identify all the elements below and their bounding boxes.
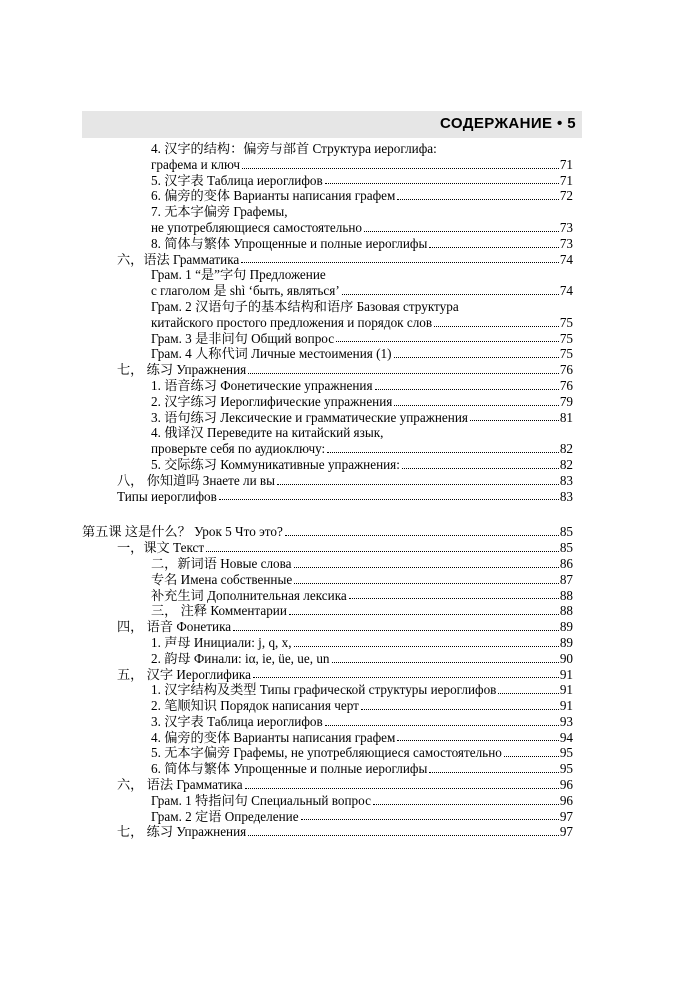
toc-entry[interactable] bbox=[117, 745, 573, 761]
toc-entry[interactable] bbox=[117, 236, 573, 252]
dot-leader bbox=[277, 473, 559, 485]
toc-page-number: 90 bbox=[559, 650, 573, 666]
toc-page-number: 83 bbox=[559, 488, 573, 504]
toc-entry-title: 八， 你知道吗 Знаете ли вы bbox=[117, 472, 276, 488]
toc-entry-title: Типы иероглифов bbox=[117, 488, 217, 504]
toc-entry[interactable] bbox=[117, 315, 573, 331]
toc-page-number: 74 bbox=[559, 283, 573, 299]
toc-entry[interactable] bbox=[117, 188, 573, 204]
toc-entry-title: 4. 汉字的结构：偏旁与部首 Структура иероглифа: bbox=[151, 141, 437, 156]
toc-entry[interactable] bbox=[117, 425, 573, 441]
toc-entry-title: 2. 汉字练习 Иероглифические упражнения bbox=[151, 393, 393, 409]
toc-entry[interactable] bbox=[117, 346, 573, 362]
section-gap bbox=[117, 504, 573, 524]
dot-leader bbox=[285, 524, 559, 536]
toc-entry[interactable] bbox=[117, 220, 573, 236]
page-header bbox=[82, 111, 582, 138]
toc-page-number: 91 bbox=[559, 698, 573, 714]
toc-entry[interactable] bbox=[117, 714, 573, 730]
toc-entry-title: 3. 语句练习 Лексические и грамматические упражнения bbox=[151, 409, 468, 425]
toc-entry-title: графема и ключ bbox=[151, 156, 240, 172]
toc-entry-title: 第五课 这是什么？ Урок 5 Что это? bbox=[82, 524, 283, 540]
toc-entry[interactable] bbox=[117, 141, 573, 157]
dot-leader bbox=[336, 330, 559, 342]
toc-entry[interactable] bbox=[117, 441, 573, 457]
toc-entry[interactable] bbox=[117, 572, 573, 588]
toc-entry-title: 1. 声母 Инициали: j, q, x, bbox=[151, 634, 292, 650]
toc-entry-title: 4. 偏旁的变体 Варианты написания графем bbox=[151, 729, 396, 745]
toc-page-number: 87 bbox=[559, 571, 573, 587]
toc-page-number: 75 bbox=[559, 314, 573, 330]
toc-page-number: 95 bbox=[559, 761, 573, 777]
toc-entry[interactable] bbox=[117, 299, 573, 315]
toc-entry[interactable] bbox=[117, 651, 573, 667]
toc-entry[interactable] bbox=[117, 378, 573, 394]
toc-entry[interactable] bbox=[82, 524, 573, 540]
toc-entry-title: 7. 无本字偏旁 Графемы, bbox=[151, 204, 288, 220]
toc-entry-title: 四， 语音 Фонетика bbox=[117, 619, 232, 635]
toc-entry[interactable] bbox=[117, 540, 573, 556]
dot-leader bbox=[206, 540, 559, 552]
dot-leader bbox=[248, 362, 559, 374]
toc-entry[interactable] bbox=[117, 394, 573, 410]
toc-entry-title: Грам. 1 “是”字句 Предложение bbox=[151, 267, 326, 283]
toc-page-number: 96 bbox=[559, 777, 573, 793]
header-title: СОДЕРЖАНИЕ • 5 bbox=[440, 115, 576, 132]
dot-leader bbox=[498, 682, 558, 694]
dot-leader bbox=[241, 251, 559, 263]
toc-entry-title: с глаголом 是 shì ‘быть, являться’ bbox=[151, 283, 340, 299]
toc-entry[interactable] bbox=[117, 204, 573, 220]
toc-entry-title: 五， 汉字 Иероглифика bbox=[117, 666, 251, 682]
toc-entry-title: 二，新词语 Новые слова bbox=[151, 555, 292, 571]
dot-leader bbox=[253, 666, 559, 678]
toc-entry-title: китайского простого предложения и порядок слов bbox=[151, 314, 433, 330]
toc-entry-title: 8. 简体与繁体 Упрощенные и полные иероглифы bbox=[151, 235, 428, 251]
toc-entry-title: 5. 交际练习 Коммуникативные упражнения: bbox=[151, 456, 400, 472]
toc-entry[interactable] bbox=[117, 619, 573, 635]
toc-page-number: 73 bbox=[559, 235, 573, 251]
toc-entry[interactable] bbox=[117, 793, 573, 809]
toc-entry[interactable] bbox=[117, 173, 573, 189]
toc-page-number: 93 bbox=[559, 713, 573, 729]
toc-page-number: 75 bbox=[559, 330, 573, 346]
toc-page-number: 88 bbox=[559, 603, 573, 619]
toc-entry[interactable] bbox=[117, 473, 573, 489]
dot-leader bbox=[219, 488, 559, 500]
toc-entry-title: 6. 简体与繁体 Упрощенные и полные иероглифы bbox=[151, 761, 428, 777]
toc-entry-title: 六， 语法 Грамматика bbox=[117, 777, 243, 793]
toc-entry[interactable] bbox=[117, 777, 573, 793]
dot-leader bbox=[294, 556, 559, 568]
toc-entry-title: проверьте себя по аудиоключу: bbox=[151, 441, 326, 457]
toc-page-number: 74 bbox=[559, 251, 573, 267]
dot-leader bbox=[364, 220, 559, 232]
toc-entry[interactable] bbox=[117, 809, 573, 825]
toc-entry-title: Грам. 4 人称代词 Личные местоимения (1) bbox=[151, 346, 392, 362]
toc-page-number: 88 bbox=[559, 587, 573, 603]
dot-leader bbox=[504, 745, 559, 757]
toc-page-number: 89 bbox=[559, 634, 573, 650]
dot-leader bbox=[342, 283, 559, 295]
toc-page-number: 73 bbox=[559, 219, 573, 235]
table-of-contents bbox=[82, 141, 573, 840]
toc-page-number: 75 bbox=[559, 346, 573, 362]
toc-entry-title: 5. 汉字表 Таблица иероглифов bbox=[151, 172, 323, 188]
toc-page-number: 97 bbox=[559, 824, 573, 840]
dot-leader bbox=[394, 394, 558, 406]
dot-leader bbox=[327, 441, 559, 453]
toc-page-number: 71 bbox=[559, 172, 573, 188]
toc-entry[interactable] bbox=[117, 824, 573, 840]
toc-page-number: 79 bbox=[559, 393, 573, 409]
dot-leader bbox=[397, 188, 558, 200]
toc-page-number: 81 bbox=[559, 409, 573, 425]
dot-leader bbox=[429, 761, 558, 773]
toc-page-number: 91 bbox=[559, 666, 573, 682]
dot-leader bbox=[429, 236, 558, 248]
toc-entry[interactable] bbox=[117, 556, 573, 572]
dot-leader bbox=[394, 346, 559, 358]
toc-page-number: 85 bbox=[559, 540, 573, 556]
dot-leader bbox=[470, 409, 559, 421]
toc-page-number: 85 bbox=[559, 524, 573, 540]
dot-leader bbox=[402, 457, 559, 469]
toc-entry[interactable] bbox=[117, 331, 573, 347]
dot-leader bbox=[325, 714, 559, 726]
toc-page-number: 95 bbox=[559, 745, 573, 761]
toc-entry[interactable] bbox=[117, 267, 573, 283]
toc-entry-title: Грам. 1 特指问句 Специальный вопрос bbox=[151, 792, 371, 808]
toc-entry[interactable] bbox=[117, 252, 573, 268]
dot-leader bbox=[361, 698, 559, 710]
toc-page-number: 94 bbox=[559, 729, 573, 745]
toc-page-number: 82 bbox=[559, 441, 573, 457]
toc-entry-title: 1. 语音练习 Фонетические упражнения bbox=[151, 377, 373, 393]
dot-leader bbox=[434, 315, 559, 327]
toc-page-number: 71 bbox=[559, 156, 573, 172]
toc-entry[interactable] bbox=[117, 157, 573, 173]
toc-page-number: 76 bbox=[559, 362, 573, 378]
toc-entry[interactable] bbox=[117, 730, 573, 746]
toc-page-number: 82 bbox=[559, 456, 573, 472]
toc-entry[interactable] bbox=[117, 283, 573, 299]
dot-leader bbox=[301, 808, 559, 820]
toc-entry-title: Грам. 2 汉语句子的基本结构和语序 Базовая структура bbox=[151, 298, 459, 314]
toc-entry[interactable] bbox=[117, 457, 573, 473]
dot-leader bbox=[242, 157, 559, 169]
toc-entry-title: 5. 无本字偏旁 Графемы, не употребляющиеся самостоятельно bbox=[151, 745, 502, 761]
toc-entry-title: не употребляющиеся самостоятельно bbox=[151, 219, 362, 235]
toc-entry[interactable] bbox=[117, 489, 573, 505]
dot-leader bbox=[245, 777, 559, 789]
dot-leader bbox=[289, 603, 559, 615]
toc-entry[interactable] bbox=[117, 603, 573, 619]
toc-entry[interactable] bbox=[117, 682, 573, 698]
toc-page-number: 86 bbox=[559, 555, 573, 571]
toc-page-number: 97 bbox=[559, 808, 573, 824]
toc-entry-title: 七， 练习 Упражнения bbox=[117, 362, 247, 378]
toc-entry[interactable] bbox=[117, 410, 573, 426]
dot-leader bbox=[375, 378, 559, 390]
toc-page-number: 83 bbox=[559, 472, 573, 488]
toc-page-number: 91 bbox=[559, 682, 573, 698]
toc-entry-title: 三， 注释 Комментарии bbox=[151, 603, 287, 619]
toc-entry-title: 六，语法 Грамматика bbox=[117, 251, 240, 267]
toc-entry-title: 补充生词 Дополнительная лексика bbox=[151, 587, 347, 603]
dot-leader bbox=[332, 651, 559, 663]
dot-leader bbox=[349, 587, 559, 599]
toc-page-number: 76 bbox=[559, 377, 573, 393]
toc-entry[interactable] bbox=[117, 667, 573, 683]
dot-leader bbox=[233, 619, 559, 631]
toc-entry-title: 3. 汉字表 Таблица иероглифов bbox=[151, 713, 323, 729]
toc-entry[interactable] bbox=[117, 698, 573, 714]
toc-page-number: 96 bbox=[559, 792, 573, 808]
toc-entry[interactable] bbox=[117, 761, 573, 777]
toc-entry-title: 2. 韵母 Финали: iα, ie, üe, ue, un bbox=[151, 650, 330, 666]
dot-leader bbox=[294, 635, 559, 647]
toc-entry[interactable] bbox=[117, 635, 573, 651]
toc-entry[interactable] bbox=[117, 588, 573, 604]
toc-entry-title: Грам. 3 是非问句 Общий вопрос bbox=[151, 330, 335, 346]
toc-entry-title: 七， 练习 Упражнения bbox=[117, 824, 247, 840]
dot-leader bbox=[294, 572, 559, 584]
dot-leader bbox=[397, 729, 558, 741]
dot-leader bbox=[325, 172, 559, 184]
toc-entry-title: 6. 偏旁的变体 Варианты написания графем bbox=[151, 188, 396, 204]
toc-page-number: 72 bbox=[559, 188, 573, 204]
toc-entry-title: Грам. 2 定语 Определение bbox=[151, 808, 299, 824]
toc-entry-title: 4. 俄译汉 Переведите на китайский язык, bbox=[151, 425, 384, 441]
dot-leader bbox=[373, 793, 559, 805]
toc-page-number: 89 bbox=[559, 619, 573, 635]
toc-entry-title: 2. 笔顺知识 Порядок написания черт bbox=[151, 698, 359, 714]
toc-entry-title: 一，课文 Текст bbox=[117, 540, 205, 556]
toc-entry-title: 1. 汉字结构及类型 Типы графической структуры иероглифов bbox=[151, 682, 497, 698]
dot-leader bbox=[248, 824, 559, 836]
toc-entry-title: 专名 Имена собственные bbox=[151, 571, 293, 587]
toc-entry[interactable] bbox=[117, 362, 573, 378]
